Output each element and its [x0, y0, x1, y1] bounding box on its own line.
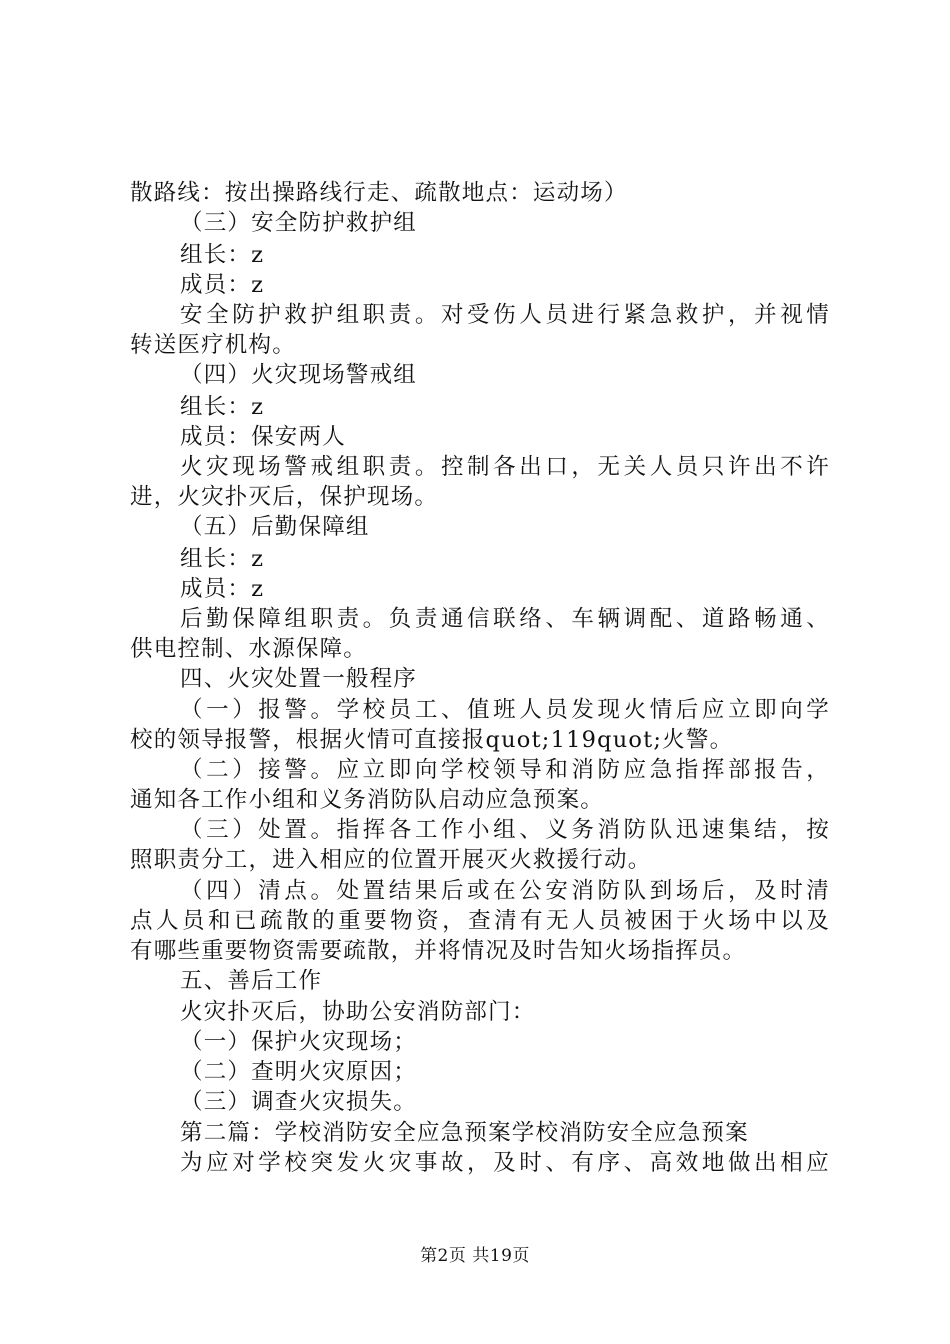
text-line: 安全防护救护组职责。对受伤人员进行紧急救护，并视情 [180, 302, 830, 328]
text-line: （一）保护火灾现场； [180, 1029, 418, 1055]
text-line: 成员：z [180, 272, 265, 298]
section-heading: （四）火灾现场警戒组 [180, 362, 418, 388]
text-line: （四）清点。处置结果后或在公安消防队到场后，及时清 [180, 878, 830, 904]
section-heading: 五、善后工作 [180, 968, 323, 994]
text-line: 照职责分工，进入相应的位置开展灭火救援行动。 [130, 847, 652, 873]
text-line: 供电控制、水源保障。 [130, 636, 368, 662]
text-line: （二）查明火灾原因； [180, 1059, 418, 1085]
text-line: 火灾扑灭后，协助公安消防部门： [180, 999, 536, 1025]
text-line: 转送医疗机构。 [130, 332, 296, 358]
text-line: （二）接警。应立即向学校领导和消防应急指挥部报告， [180, 757, 830, 783]
text-line: 有哪些重要物资需要疏散，并将情况及时告知火场指挥员。 [130, 938, 747, 964]
text-line: 组长：z [180, 394, 265, 420]
text-line: 为应对学校突发火灾事故，及时、有序、高效地做出相应 [180, 1150, 830, 1176]
text-line: 点人员和已疏散的重要物资，查清有无人员被困于火场中以及 [130, 908, 830, 934]
text-line: 成员：z [180, 576, 265, 602]
section-heading: 第二篇：学校消防安全应急预案学校消防安全应急预案 [180, 1120, 749, 1146]
text-line: 校的领导报警，根据火情可直接报quot;119quot;火警。 [130, 727, 734, 753]
text-line: 散路线：按出操路线行走、疏散地点：运动场） [130, 180, 628, 206]
section-heading: （三）安全防护救护组 [180, 210, 418, 236]
page-footer: 第2页 共19页 [420, 1246, 530, 1266]
text-line: 成员：保安两人 [180, 424, 346, 450]
text-line: （一）报警。学校员工、值班人员发现火情后应立即向学 [180, 697, 830, 723]
text-line: 组长：z [180, 546, 265, 572]
section-heading: 四、火灾处置一般程序 [180, 666, 418, 692]
text-line: 进，火灾扑灭后，保护现场。 [130, 484, 439, 510]
text-line: （三）调查火灾损失。 [180, 1089, 418, 1115]
text-line: （三）处置。指挥各工作小组、义务消防队迅速集结，按 [180, 817, 830, 843]
section-heading: （五）后勤保障组 [180, 514, 370, 540]
text-line: 后勤保障组职责。负责通信联络、车辆调配、道路畅通、 [180, 606, 830, 632]
text-line: 火灾现场警戒组职责。控制各出口，无关人员只许出不许 [180, 454, 830, 480]
text-line: 组长：z [180, 242, 265, 268]
text-line: 通知各工作小组和义务消防队启动应急预案。 [130, 787, 605, 813]
